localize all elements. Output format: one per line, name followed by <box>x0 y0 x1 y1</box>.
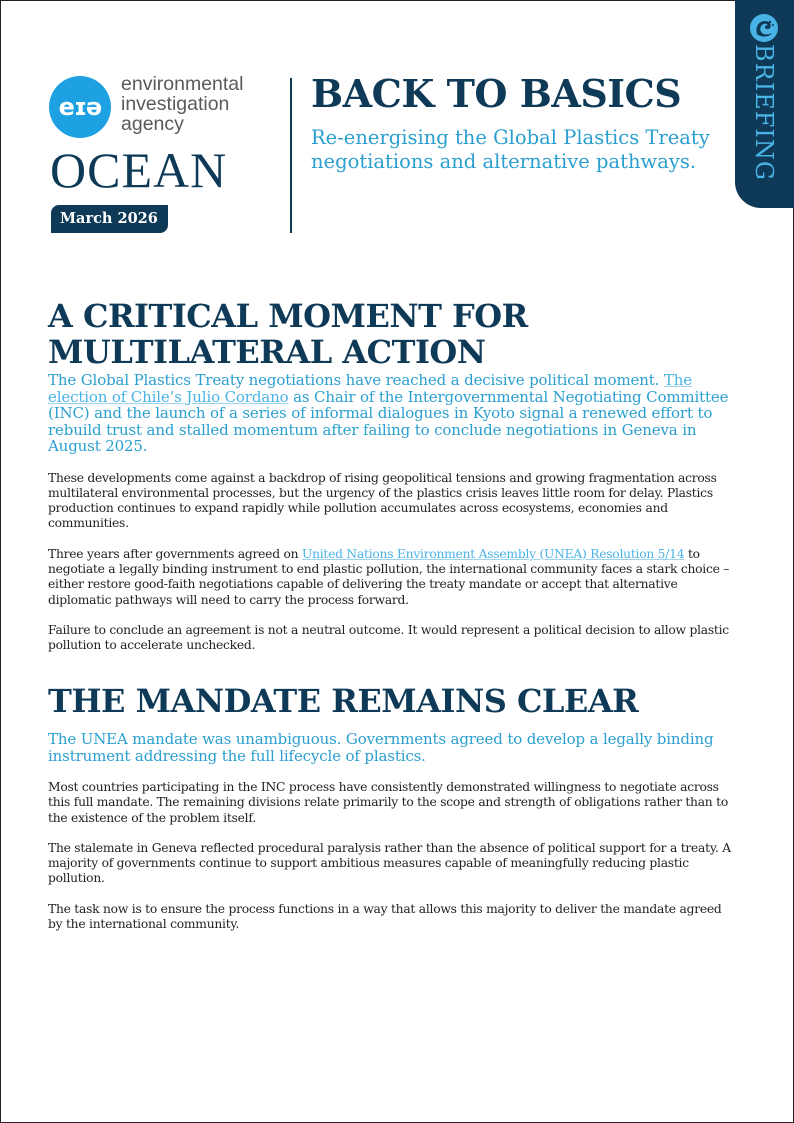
section-heading: A CRITICAL MOMENT FOR MULTILATERAL ACTION <box>48 297 528 371</box>
section-heading: THE MANDATE REMAINS CLEAR <box>48 682 639 720</box>
paragraph <box>48 547 738 608</box>
wave-icon <box>749 13 779 43</box>
paragraph: The stalemate in Geneva reflected procedural paralysis rather than the absence of political support for a treaty. A majority of governments continue to support ambitious measures capable of meaningfully reducing plastic pollution. <box>48 840 731 886</box>
section-mandate <box>48 683 738 932</box>
lead-text: The Global Plastics Treaty negotiations have reached a decisive political moment. <box>48 371 664 389</box>
paragraph: Failure to conclude an agreement is not a neutral outcome. It would represent a political decision to allow plastic pollution to accelerate unchecked. <box>48 622 729 653</box>
programme-name: OCEAN <box>50 142 228 198</box>
unea-resolution-link[interactable]: United Nations Environment Assembly (UNEA) Resolution 5/14 <box>301 546 685 561</box>
org-name-line: agency <box>121 113 184 135</box>
paragraph-text: to negotiate a legally binding instrument to end plastic pollution, the international community faces a stark choice – either restore good-faith negotiations capable of delivering the treaty mandate or accept that alternative diplomatic pathways will need to carry the process forward. <box>48 546 730 607</box>
organisation-name <box>121 74 243 134</box>
paragraph-text: Three years after governments agreed on <box>48 546 302 561</box>
briefing-tab <box>735 0 794 208</box>
section-lead <box>48 372 738 455</box>
julio-cordano-link[interactable]: The election of Chile’s Julio Cordano <box>48 371 692 406</box>
date-badge: March 2026 <box>51 205 168 233</box>
org-name-line: environmental <box>121 73 244 95</box>
org-name-line: investigation <box>121 93 230 115</box>
paragraph: These developments come against a backdrop of rising geopolitical tensions and growing fragmentation across multilateral environmental processes, but the urgency of the plastics crisis leaves little room for delay. Plastics production continues to expand rapidly while pollution accumulates across ecosystems, economies and communities. <box>48 470 717 531</box>
page-title: BACK TO BASICS <box>311 71 682 116</box>
lead-text: as Chair of the Intergovernmental Negotiating Committee (INC) and the launch of a series of informal dialogues in Kyoto signal a renewed effort to rebuild trust and stalled momentum after failing to conclude negotiations in Geneva in August 2025. <box>48 387 729 455</box>
eia-logo <box>49 76 111 138</box>
paragraph: Most countries participating in the INC process have consistently demonstrated willingness to negotiate across this full mandate. The remaining divisions relate primarily to the scope and strength of obligations rather than to the existence of the problem itself. <box>48 780 728 825</box>
logo-text: eɪə <box>58 93 102 121</box>
section-lead: The UNEA mandate was unambiguous. Governments agreed to develop a legally binding instrument addressing the full lifecycle of plastics. <box>48 730 714 765</box>
paragraph: The task now is to ensure the process functions in a way that allows this majority to deliver the mandate agreed by the international community. <box>48 901 722 932</box>
briefing-label: BRIEFING <box>750 44 778 182</box>
page-subtitle: Re-energising the Global Plastics Treaty negotiations and alternative pathways. <box>311 126 710 173</box>
header-divider <box>290 78 292 233</box>
section-critical-moment <box>48 298 738 653</box>
